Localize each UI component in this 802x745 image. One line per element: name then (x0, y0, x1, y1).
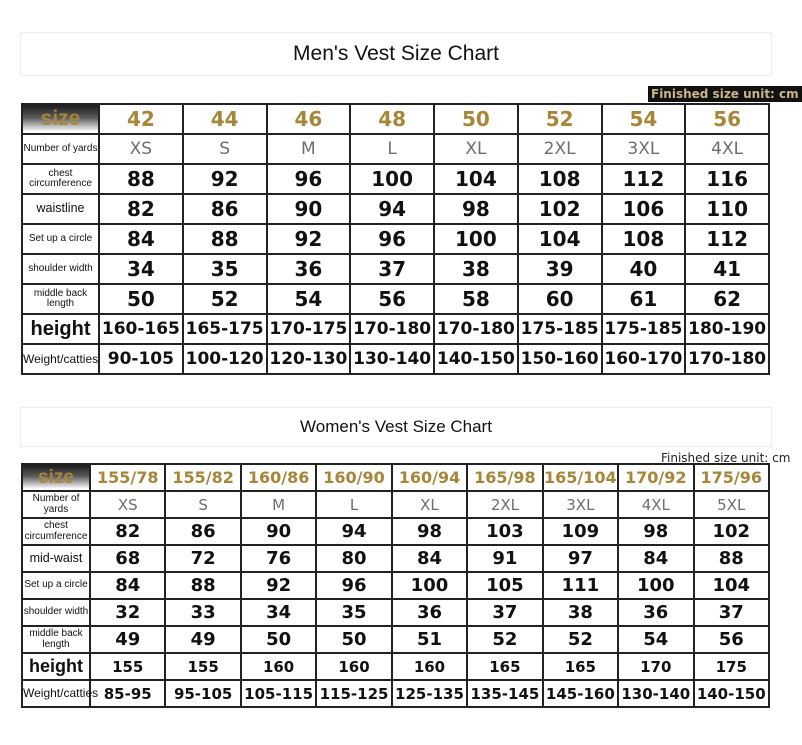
women-row-r4 (22, 626, 769, 653)
women-row-r0 (22, 518, 769, 545)
men-cell-size: 50 (434, 104, 518, 134)
men-label-size: size (22, 104, 99, 134)
women-cell-r5: 170 (618, 653, 693, 680)
women-cell-r0: 90 (241, 518, 316, 545)
women-cell-r0: 86 (165, 518, 240, 545)
men-cell-r1: 110 (685, 194, 769, 224)
men-cell-yards: 3XL (602, 134, 686, 164)
men-label-r6: Weight/catties (22, 344, 99, 374)
women-cell-r3: 37 (467, 599, 542, 626)
men-cell-r1: 102 (518, 194, 602, 224)
women-cell-r6: 125-135 (392, 680, 467, 707)
women-cell-yards: L (316, 491, 391, 518)
women-cell-r4: 54 (618, 626, 693, 653)
women-cell-yards: 2XL (467, 491, 542, 518)
women-cell-r2: 88 (165, 572, 240, 599)
women-cell-r5: 160 (241, 653, 316, 680)
women-cell-r6: 140-150 (694, 680, 770, 707)
men-cell-r3: 39 (518, 254, 602, 284)
women-chart-title: Women's Vest Size Chart (300, 417, 492, 436)
men-cell-r0: 116 (685, 164, 769, 194)
women-cell-r1: 84 (618, 545, 693, 572)
women-cell-r4: 52 (543, 626, 618, 653)
women-cell-r1: 68 (90, 545, 165, 572)
men-cell-r3: 41 (685, 254, 769, 284)
women-cell-r2: 92 (241, 572, 316, 599)
women-cell-r1: 84 (392, 545, 467, 572)
men-cell-r0: 100 (350, 164, 434, 194)
men-cell-r2: 92 (267, 224, 351, 254)
men-cell-r6: 140-150 (434, 344, 518, 374)
men-chart-title: Men's Vest Size Chart (293, 42, 499, 65)
men-cell-r3: 35 (183, 254, 267, 284)
men-cell-yards: 4XL (685, 134, 769, 164)
women-cell-r5: 160 (316, 653, 391, 680)
women-cell-yards: XL (392, 491, 467, 518)
men-row-r4 (22, 284, 769, 314)
women-cell-r5: 160 (392, 653, 467, 680)
men-cell-size: 44 (183, 104, 267, 134)
men-cell-r5: 165-175 (183, 314, 267, 344)
men-cell-r2: 104 (518, 224, 602, 254)
women-cell-r5: 165 (543, 653, 618, 680)
men-cell-r3: 37 (350, 254, 434, 284)
men-cell-r4: 58 (434, 284, 518, 314)
women-cell-size: 175/96 (694, 464, 770, 491)
men-cell-yards: XL (434, 134, 518, 164)
women-cell-size: 160/90 (316, 464, 391, 491)
women-title-box (20, 407, 772, 447)
men-row-r2 (22, 224, 769, 254)
men-cell-r0: 104 (434, 164, 518, 194)
women-cell-r0: 102 (694, 518, 770, 545)
women-cell-size: 165/104 (543, 464, 618, 491)
women-cell-r0: 94 (316, 518, 391, 545)
women-label-r0: chest circumference (22, 518, 90, 545)
women-cell-r2: 84 (90, 572, 165, 599)
women-cell-r4: 56 (694, 626, 770, 653)
women-cell-r1: 80 (316, 545, 391, 572)
men-label-r3: shoulder width (22, 254, 99, 284)
men-cell-r5: 170-175 (267, 314, 351, 344)
men-label-r5: height (22, 314, 99, 344)
women-label-r2: Set up a circle (22, 572, 90, 599)
men-cell-r5: 180-190 (685, 314, 769, 344)
women-cell-r2: 100 (392, 572, 467, 599)
men-cell-r1: 82 (99, 194, 183, 224)
women-cell-r3: 32 (90, 599, 165, 626)
women-cell-size: 170/92 (618, 464, 693, 491)
women-cell-r2: 96 (316, 572, 391, 599)
men-cell-r1: 86 (183, 194, 267, 224)
women-cell-r3: 38 (543, 599, 618, 626)
men-cell-r0: 108 (518, 164, 602, 194)
men-cell-yards: 2XL (518, 134, 602, 164)
men-cell-r5: 170-180 (434, 314, 518, 344)
men-cell-r6: 170-180 (685, 344, 769, 374)
men-row-r1 (22, 194, 769, 224)
men-cell-yards: M (267, 134, 351, 164)
men-cell-r3: 38 (434, 254, 518, 284)
women-cell-r6: 105-115 (241, 680, 316, 707)
women-cell-r4: 52 (467, 626, 542, 653)
women-row-r2 (22, 572, 769, 599)
men-cell-r5: 175-185 (602, 314, 686, 344)
men-label-r0: chest circumference (22, 164, 99, 194)
women-cell-r0: 82 (90, 518, 165, 545)
women-cell-yards: S (165, 491, 240, 518)
men-cell-r4: 60 (518, 284, 602, 314)
men-cell-r2: 108 (602, 224, 686, 254)
women-cell-yards: XS (90, 491, 165, 518)
women-label-r5: height (22, 653, 90, 680)
men-cell-size: 46 (267, 104, 351, 134)
men-cell-size: 42 (99, 104, 183, 134)
men-cell-r0: 96 (267, 164, 351, 194)
men-cell-r4: 62 (685, 284, 769, 314)
women-cell-r4: 50 (241, 626, 316, 653)
women-row-r3 (22, 599, 769, 626)
women-cell-r1: 91 (467, 545, 542, 572)
men-cell-r6: 160-170 (602, 344, 686, 374)
men-cell-r4: 56 (350, 284, 434, 314)
women-cell-r3: 34 (241, 599, 316, 626)
women-row-size (22, 464, 769, 491)
women-unit-note: Finished size unit: cm (661, 451, 791, 465)
men-row-r0 (22, 164, 769, 194)
women-cell-r3: 37 (694, 599, 770, 626)
men-label-r1: waistline (22, 194, 99, 224)
women-label-size: size (22, 464, 90, 491)
women-cell-r1: 72 (165, 545, 240, 572)
women-cell-r6: 115-125 (316, 680, 391, 707)
men-label-r4: middle back length (22, 284, 99, 314)
women-cell-yards: M (241, 491, 316, 518)
men-row-r5 (22, 314, 769, 344)
women-cell-r2: 104 (694, 572, 770, 599)
women-label-r4: middle back length (22, 626, 90, 653)
women-cell-r4: 49 (90, 626, 165, 653)
men-cell-r1: 106 (602, 194, 686, 224)
women-cell-r4: 51 (392, 626, 467, 653)
men-cell-r4: 50 (99, 284, 183, 314)
women-row-r5 (22, 653, 769, 680)
men-cell-r2: 112 (685, 224, 769, 254)
women-cell-yards: 3XL (543, 491, 618, 518)
men-cell-r6: 130-140 (350, 344, 434, 374)
men-title-box (20, 32, 772, 76)
women-cell-r1: 97 (543, 545, 618, 572)
women-cell-r6: 135-145 (467, 680, 542, 707)
men-row-size (22, 104, 769, 134)
women-cell-r0: 103 (467, 518, 542, 545)
women-cell-r6: 130-140 (618, 680, 693, 707)
women-cell-size: 165/98 (467, 464, 542, 491)
men-cell-r6: 120-130 (267, 344, 351, 374)
men-unit-note: Finished size unit: cm (648, 86, 802, 102)
men-cell-size: 54 (602, 104, 686, 134)
women-cell-r1: 76 (241, 545, 316, 572)
men-cell-r5: 175-185 (518, 314, 602, 344)
women-cell-r5: 155 (165, 653, 240, 680)
men-cell-r4: 54 (267, 284, 351, 314)
men-cell-r6: 100-120 (183, 344, 267, 374)
women-label-r1: mid-waist (22, 545, 90, 572)
men-cell-r2: 96 (350, 224, 434, 254)
men-cell-r0: 112 (602, 164, 686, 194)
women-cell-r3: 35 (316, 599, 391, 626)
women-cell-r5: 165 (467, 653, 542, 680)
men-cell-r5: 170-180 (350, 314, 434, 344)
men-cell-r1: 94 (350, 194, 434, 224)
men-cell-r3: 40 (602, 254, 686, 284)
women-cell-r0: 109 (543, 518, 618, 545)
women-cell-yards: 5XL (694, 491, 770, 518)
women-cell-r6: 95-105 (165, 680, 240, 707)
women-cell-r3: 33 (165, 599, 240, 626)
women-cell-size: 160/94 (392, 464, 467, 491)
men-row-yards (22, 134, 769, 164)
women-row-r1 (22, 545, 769, 572)
women-cell-r1: 88 (694, 545, 770, 572)
women-cell-r5: 155 (90, 653, 165, 680)
men-cell-r2: 84 (99, 224, 183, 254)
women-cell-r2: 105 (467, 572, 542, 599)
men-cell-size: 56 (685, 104, 769, 134)
men-cell-r6: 90-105 (99, 344, 183, 374)
men-row-r3 (22, 254, 769, 284)
women-cell-size: 155/82 (165, 464, 240, 491)
men-cell-r1: 98 (434, 194, 518, 224)
men-cell-r2: 88 (183, 224, 267, 254)
women-cell-r5: 175 (694, 653, 770, 680)
women-size-table (21, 463, 770, 708)
men-label-r2: Set up a circle (22, 224, 99, 254)
women-cell-r6: 85-95 (90, 680, 165, 707)
women-cell-r4: 49 (165, 626, 240, 653)
women-cell-size: 160/86 (241, 464, 316, 491)
men-cell-r4: 61 (602, 284, 686, 314)
men-cell-yards: S (183, 134, 267, 164)
men-cell-r3: 34 (99, 254, 183, 284)
men-cell-r0: 88 (99, 164, 183, 194)
women-label-yards: Number of yards (22, 491, 90, 518)
women-cell-r4: 50 (316, 626, 391, 653)
women-row-r6 (22, 680, 769, 707)
women-cell-r0: 98 (392, 518, 467, 545)
men-cell-r3: 36 (267, 254, 351, 284)
men-cell-size: 52 (518, 104, 602, 134)
women-cell-r2: 100 (618, 572, 693, 599)
men-cell-yards: XS (99, 134, 183, 164)
men-cell-r4: 52 (183, 284, 267, 314)
men-cell-r5: 160-165 (99, 314, 183, 344)
women-cell-size: 155/78 (90, 464, 165, 491)
men-cell-r0: 92 (183, 164, 267, 194)
men-size-table (21, 103, 770, 375)
men-label-yards: Number of yards (22, 134, 99, 164)
men-cell-r6: 150-160 (518, 344, 602, 374)
women-cell-r3: 36 (392, 599, 467, 626)
men-cell-size: 48 (350, 104, 434, 134)
women-cell-r6: 145-160 (543, 680, 618, 707)
women-label-r3: shoulder width (22, 599, 90, 626)
women-cell-r3: 36 (618, 599, 693, 626)
women-cell-r0: 98 (618, 518, 693, 545)
women-cell-yards: 4XL (618, 491, 693, 518)
men-cell-r2: 100 (434, 224, 518, 254)
men-cell-r1: 90 (267, 194, 351, 224)
men-cell-yards: L (350, 134, 434, 164)
women-label-r6: Weight/catties (22, 680, 90, 707)
women-row-yards (22, 491, 769, 518)
men-row-r6 (22, 344, 769, 374)
women-cell-r2: 111 (543, 572, 618, 599)
